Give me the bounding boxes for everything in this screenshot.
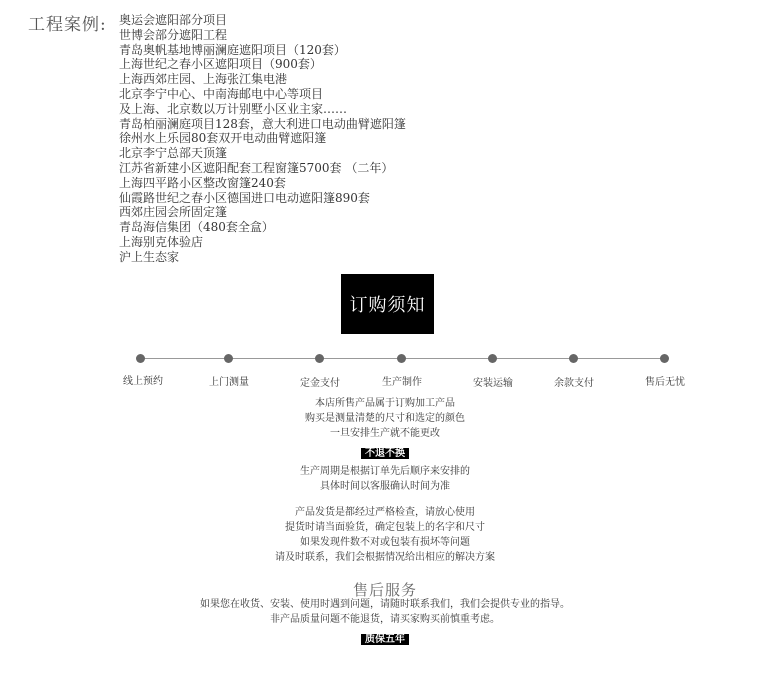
notice-line: 产品发货是都经过严格检查，请放心使用 (295, 507, 475, 518)
notice-line: 如果发现件数不对或包装有损坏等问题 (300, 537, 470, 548)
cases-label: 工程案例: (28, 15, 107, 35)
case-item: 奥运会遮阳部分项目 (119, 13, 228, 27)
order-notice-title: 订购须知 (341, 274, 434, 334)
case-item: 青岛柏丽澜庭项目128套，意大利进口电动曲臂遮阳篷 (119, 116, 406, 131)
case-item: 上海西郊庄园、上海张江集电港 (119, 72, 288, 87)
step-dot (569, 354, 578, 363)
case-item: 青岛海信集团（480套全盒） (119, 220, 274, 235)
step-dot (136, 354, 145, 363)
case-item: 上海世纪之春小区遮阳项目（900套） (119, 57, 322, 72)
warranty-badge: 质保五年 (361, 634, 409, 645)
case-item: 江苏省新建小区遮阳配套工程窗篷5700套 （二年） (119, 160, 394, 175)
step-label: 生产制作 (382, 377, 422, 388)
step-dot (315, 354, 324, 363)
step-label: 安装运输 (473, 378, 513, 389)
timeline-line (140, 358, 665, 359)
step-label: 售后无忧 (645, 377, 685, 388)
notice-line: 提货时请当面验货，确定包装上的名字和尺寸 (285, 522, 485, 533)
step-label: 线上预约 (123, 376, 163, 387)
notice-no-return (0, 396, 770, 460)
notice-shipping (0, 505, 770, 565)
notice-line: 一旦安排生产就不能更改 (330, 428, 440, 439)
step-label: 余款支付 (554, 378, 594, 389)
cases-list (119, 13, 406, 265)
case-item: 青岛奥帆基地博丽澜庭遮阳项目（120套） (119, 42, 346, 57)
case-item: 北京李宁中心、中南海邮电中心等项目 (119, 86, 324, 101)
case-item: 沪上生态家 (119, 249, 180, 264)
after-sales-title: 售后服务 (352, 581, 417, 599)
no-return-badge: 不退不换 (361, 448, 409, 459)
after-sales-section (0, 597, 770, 646)
step-dot (488, 354, 497, 363)
notice-line: 具体时间以客服确认时间为准 (320, 481, 450, 492)
case-item: 及上海、北京数以万计别墅小区业主家…… (119, 101, 348, 116)
case-item: 上海四平路小区整改窗篷240套 (119, 175, 286, 190)
step-label: 定金支付 (300, 378, 340, 389)
case-item: 世博会部分遮阳工程 (119, 27, 228, 42)
step-label: 上门测量 (209, 377, 249, 388)
case-item: 徐州水上乐园80套双开电动曲臂遮阳篷 (119, 131, 327, 146)
notice-production-cycle (0, 464, 770, 494)
notice-line: 购买是测量清楚的尺寸和选定的颜色 (305, 413, 465, 424)
notice-line: 请及时联系，我们会根据情况给出相应的解决方案 (275, 552, 495, 563)
service-line: 非产品质量问题不能退货，请买家购买前慎重考虑。 (270, 614, 500, 625)
case-item: 上海别克体验店 (119, 234, 204, 249)
case-item: 西郊庄园会所固定篷 (119, 205, 228, 220)
notice-line: 生产周期是根据订单先后顺序来安排的 (300, 466, 470, 477)
case-item: 北京李宁总部天顶篷 (119, 146, 228, 161)
step-dot (660, 354, 669, 363)
step-dot (224, 354, 233, 363)
notice-line: 本店所售产品属于订购加工产品 (315, 398, 455, 409)
case-item: 仙霞路世纪之春小区德国进口电动遮阳篷890套 (119, 190, 370, 205)
step-dot (397, 354, 406, 363)
service-line: 如果您在收货、安装、使用时遇到问题，请随时联系我们，我们会提供专业的指导。 (200, 599, 570, 610)
